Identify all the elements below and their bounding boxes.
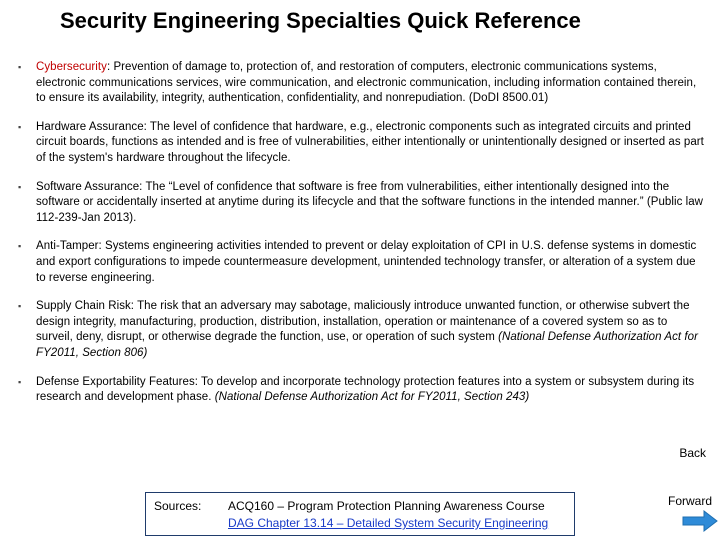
bullet-icon: ▪ xyxy=(18,241,22,252)
sources-box xyxy=(145,492,575,536)
forward-label[interactable]: Forward xyxy=(668,494,713,508)
citation-defense-exportability: (National Defense Authorization Act for FY2011, Section 243) xyxy=(214,391,530,404)
forward-arrow-icon[interactable] xyxy=(682,510,718,532)
definition-hardware-assurance: Hardware Assurance: The level of confidence that hardware, e.g., electronic components such as integrated circuits and printed circuit boards, functions as intended and is free of vulnerabilities, either intentionally or unintentionally designed or inserted as part of the system's hardware throughout the lifecycle. xyxy=(36,120,704,164)
definition-defense-exportability: Defense Exportability Features: To develop and incorporate technology protection features into a system or subsystem during its research and development phase. xyxy=(36,375,695,404)
list-item-supply-chain-risk xyxy=(16,299,706,361)
list-item-anti-tamper xyxy=(16,239,706,286)
page-title: Security Engineering Specialties Quick Reference xyxy=(60,8,581,33)
definition-anti-tamper: Anti-Tamper: Systems engineering activities intended to prevent or delay exploitation of CPI in U.S. defense systems in domestic and export configurations to impede countermeasure development, unintended technology transfer, or alteration of a system due to reverse engineering. xyxy=(36,240,697,284)
bullet-icon: ▪ xyxy=(18,62,22,72)
list-item-cybersecurity xyxy=(16,60,706,107)
list-item-defense-exportability xyxy=(16,375,706,406)
definition-supply-chain-risk: Supply Chain Risk: The risk that an adversary may sabotage, maliciously introduce unwanted function, or otherwise subvert the design integrity, manufacturing, production, distribution, installation, operation or maintenance of a covered system so as to surveil, deny, disrupt, or otherwise degrade the function, use, or operation of such system xyxy=(36,300,690,344)
definition-software-assurance: Software Assurance: The “Level of confidence that software is free from vulnerabilities, either intentionally designed into the software or accidentally inserted at anytime during its lifecycle and that the software functions in the intended manner.” (Public law 112-239-Jan 2013). xyxy=(36,180,704,224)
source-dag-link[interactable]: DAG Chapter 13.14 – Detailed System Security Engineering xyxy=(228,516,549,530)
term-cybersecurity: Cybersecurity xyxy=(36,61,107,73)
list-item-hardware-assurance xyxy=(16,120,706,167)
bullet-icon: ▪ xyxy=(18,301,22,312)
source-acq160: ACQ160 – Program Protection Planning Awareness Course xyxy=(228,499,545,513)
bullet-icon: ▪ xyxy=(18,181,22,192)
list-item-software-assurance xyxy=(16,180,706,227)
definition-list xyxy=(16,60,706,406)
back-link[interactable]: Back xyxy=(679,446,706,460)
bullet-icon: ▪ xyxy=(18,376,22,387)
sources-label: Sources: xyxy=(154,499,202,513)
definition-cybersecurity: : Prevention of damage to, protection of, and restoration of computers, electronic communications systems, electronic communications services, wire communication, and electronic communication, including information contained therein, to ensure its availability, integrity, authentication, confidentiality, and nonrepudiation. (DoDI 8500.01) xyxy=(36,61,697,105)
citation-supply-chain-risk: (National Defense Authorization Act for FY2011, Section 806) xyxy=(36,331,698,359)
bullet-icon: ▪ xyxy=(18,121,22,132)
